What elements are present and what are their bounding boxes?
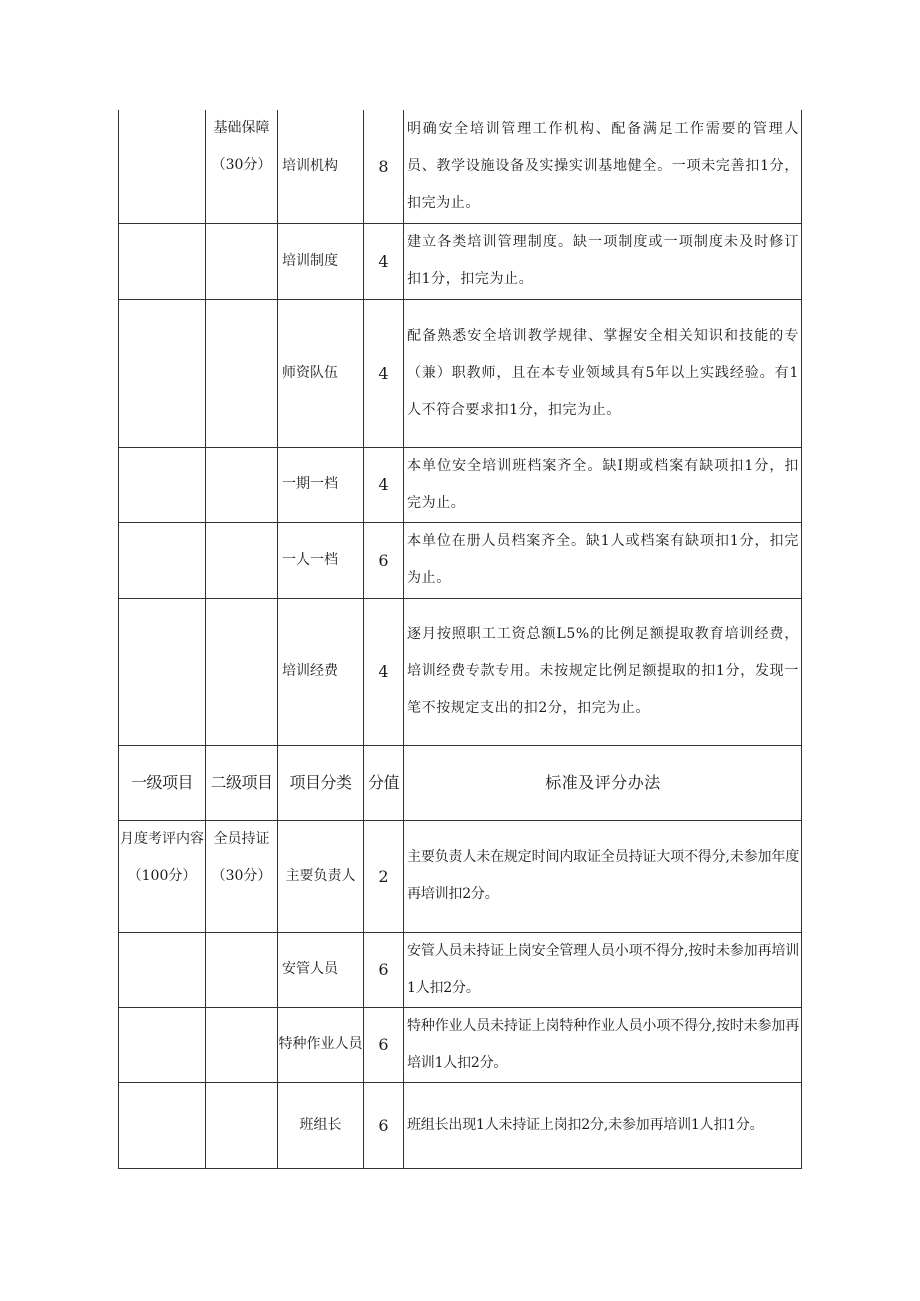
header-score: 分值	[364, 745, 404, 820]
score-cell: 6	[364, 1082, 404, 1168]
score-cell: 6	[364, 1007, 404, 1082]
standard-cell: 安管人员未持证上岗安全管理人员小项不得分,按时未参加再培训1人扣2分。	[404, 932, 802, 1007]
level1-cell	[119, 1082, 206, 1168]
score-cell: 6	[364, 522, 404, 598]
level1-cell	[119, 932, 206, 1007]
table-row	[119, 447, 802, 522]
category-cell: 一期一档	[278, 447, 364, 522]
header-category: 项目分类	[278, 745, 364, 820]
level1-cell: 月度考评内容（100分）	[119, 820, 206, 932]
category-cell: 班组长	[278, 1082, 364, 1168]
score-cell: 4	[364, 447, 404, 522]
score-cell: 4	[364, 299, 404, 447]
score-cell: 2	[364, 820, 404, 932]
scoring-table-page	[118, 110, 801, 1169]
scoring-table	[118, 110, 802, 1169]
table-row	[119, 1007, 802, 1082]
level2-cell	[206, 932, 278, 1007]
level2-cell	[206, 598, 278, 745]
standard-cell: 班组长出现1人未持证上岗扣2分,未参加再培训1人扣1分。	[404, 1082, 802, 1168]
table-row	[119, 223, 802, 299]
level2-cell	[206, 447, 278, 522]
level2-cell	[206, 1082, 278, 1168]
category-cell: 主要负责人	[278, 820, 364, 932]
header-level1: 一级项目	[119, 745, 206, 820]
standard-cell: 明确安全培训管理工作机构、配备满足工作需要的管理人员、教学设施设备及实操实训基地健全。一项未完善扣1分，扣完为止。	[404, 110, 802, 223]
table-row	[119, 598, 802, 745]
table-header-row	[119, 745, 802, 820]
level1-cell	[119, 447, 206, 522]
table-row	[119, 820, 802, 932]
header-level2: 二级项目	[206, 745, 278, 820]
level1-cell	[119, 522, 206, 598]
table-row	[119, 932, 802, 1007]
standard-cell: 建立各类培训管理制度。缺一项制度或一项制度未及时修订扣1分，扣完为止。	[404, 223, 802, 299]
category-cell: 一人一档	[278, 522, 364, 598]
score-cell: 8	[364, 110, 404, 223]
category-cell: 培训机构	[278, 110, 364, 223]
standard-cell: 主要负责人未在规定时间内取证全员持证大项不得分,未参加年度再培训扣2分。	[404, 820, 802, 932]
table-row	[119, 110, 802, 223]
category-cell: 特种作业人员	[278, 1007, 364, 1082]
header-standard: 标准及评分办法	[404, 745, 802, 820]
level1-cell	[119, 299, 206, 447]
category-cell: 安管人员	[278, 932, 364, 1007]
level1-cell	[119, 598, 206, 745]
standard-cell: 本单位在册人员档案齐全。缺1人或档案有缺项扣1分，扣完为止。	[404, 522, 802, 598]
level2-cell	[206, 223, 278, 299]
score-cell: 4	[364, 223, 404, 299]
standard-cell: 本单位安全培训班档案齐全。缺I期或档案有缺项扣1分，扣完为止。	[404, 447, 802, 522]
category-cell: 师资队伍	[278, 299, 364, 447]
score-cell: 4	[364, 598, 404, 745]
level1-cell	[119, 1007, 206, 1082]
category-cell: 培训经费	[278, 598, 364, 745]
table-row	[119, 299, 802, 447]
level1-cell	[119, 223, 206, 299]
level2-cell	[206, 299, 278, 447]
level1-cell	[119, 110, 206, 223]
score-cell: 6	[364, 932, 404, 1007]
standard-cell: 逐月按照职工工资总额L5%的比例足额提取教育培训经费，培训经费专款专用。未按规定比例足额提取的扣1分，发现一笔不按规定支出的扣2分，扣完为止。	[404, 598, 802, 745]
standard-cell: 特种作业人员未持证上岗特种作业人员小项不得分,按时未参加再培训1人扣2分。	[404, 1007, 802, 1082]
table-row	[119, 522, 802, 598]
level2-cell	[206, 1007, 278, 1082]
table-row	[119, 1082, 802, 1168]
category-cell: 培训制度	[278, 223, 364, 299]
level2-cell: 全员持证（30分）	[206, 820, 278, 932]
standard-cell: 配备熟悉安全培训教学规律、掌握安全相关知识和技能的专（兼）职教师，且在本专业领域具有5年以上实践经验。有1人不符合要求扣1分，扣完为止。	[404, 299, 802, 447]
level2-cell: 基础保障（30分）	[206, 110, 278, 223]
level2-cell	[206, 522, 278, 598]
